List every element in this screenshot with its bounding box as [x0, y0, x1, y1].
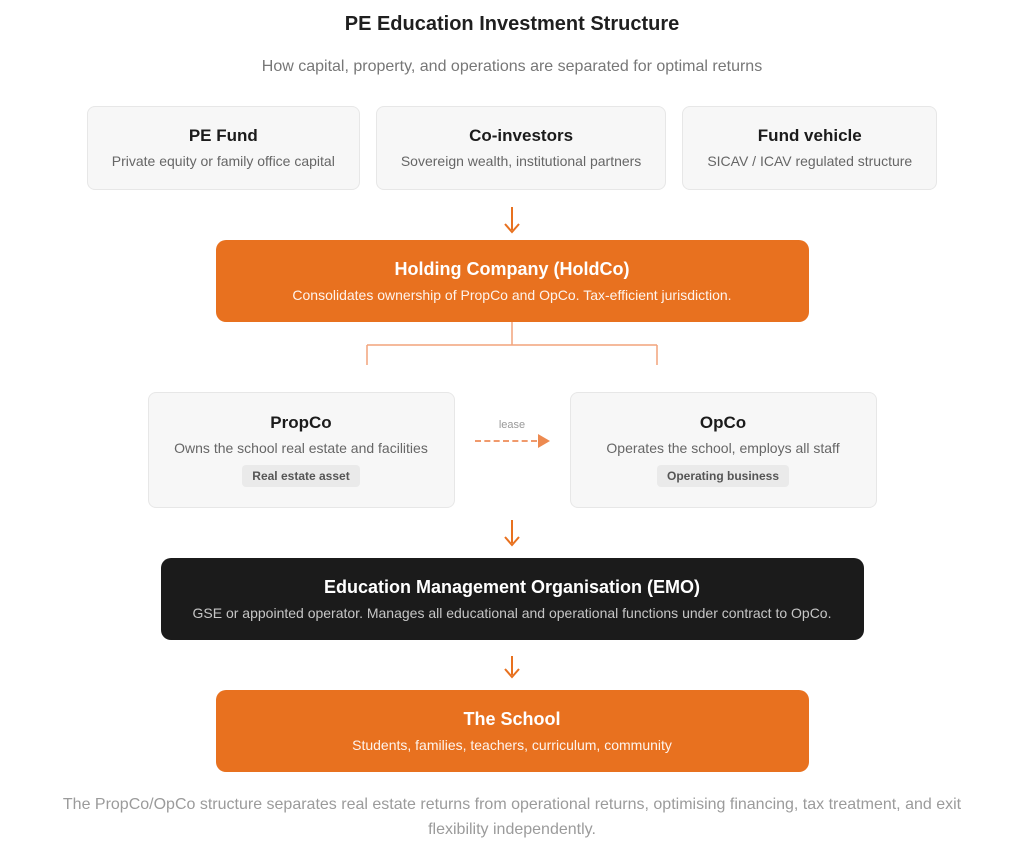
node-desc: Operates the school, employs all staff — [606, 440, 840, 456]
node-title: Fund vehicle — [757, 126, 862, 145]
flow-arrow — [0, 655, 1024, 682]
down-arrow-icon — [501, 518, 523, 550]
lease-dashed-line — [475, 440, 537, 442]
node-badge: Operating business — [657, 465, 789, 487]
node-desc: Sovereign wealth, institutional partners — [400, 153, 642, 169]
node-badge: Real estate asset — [242, 465, 359, 487]
node-desc: Consolidates ownership of PropCo and OpCo. Tax-efficient jurisdiction. — [292, 287, 732, 303]
node-title: PE Fund — [188, 126, 258, 145]
capital-sources-row — [0, 106, 1024, 190]
branch-connector-lines — [366, 322, 658, 392]
node-title: OpCo — [699, 413, 747, 432]
node-propco — [148, 392, 455, 508]
node-opco — [570, 392, 877, 508]
node-pe-fund — [87, 106, 360, 190]
node-school — [216, 690, 809, 772]
node-title: Holding Company (HoldCo) — [394, 259, 630, 279]
node-desc: Owns the school real estate and facilities — [174, 440, 428, 456]
page-subtitle: How capital, property, and operations are separated for optimal returns — [261, 58, 763, 75]
node-title: Co-investors — [469, 126, 574, 145]
lease-label: lease — [498, 419, 526, 431]
node-desc: Students, families, teachers, curriculum, community — [352, 737, 672, 753]
node-title: PropCo — [270, 413, 332, 432]
propco-opco-row — [0, 392, 1024, 508]
down-arrow-icon — [501, 655, 523, 682]
page-title: PE Education Investment Structure — [344, 13, 680, 35]
footer-note: The PropCo/OpCo structure separates real estate returns from operational returns, optimising financing, tax treatment, and exit flexibility independently. — [62, 796, 962, 838]
node-fund-vehicle — [682, 106, 937, 190]
lease-arrowhead — [538, 434, 550, 448]
node-co-investors — [376, 106, 666, 190]
node-title: The School — [463, 709, 561, 729]
down-arrow-icon — [501, 205, 523, 237]
node-desc: GSE or appointed operator. Manages all educational and operational functions under contract to OpCo. — [192, 605, 832, 621]
branch-connector — [0, 322, 1024, 392]
node-holdco — [216, 240, 809, 322]
node-desc: SICAV / ICAV regulated structure — [707, 153, 913, 169]
lease-relationship — [467, 419, 557, 448]
flow-arrow — [0, 518, 1024, 550]
node-desc: Private equity or family office capital — [111, 153, 335, 169]
lease-arrow-icon — [475, 434, 550, 448]
node-emo — [161, 558, 864, 640]
flow-arrow — [0, 205, 1024, 237]
node-title: Education Management Organisation (EMO) — [323, 577, 701, 597]
